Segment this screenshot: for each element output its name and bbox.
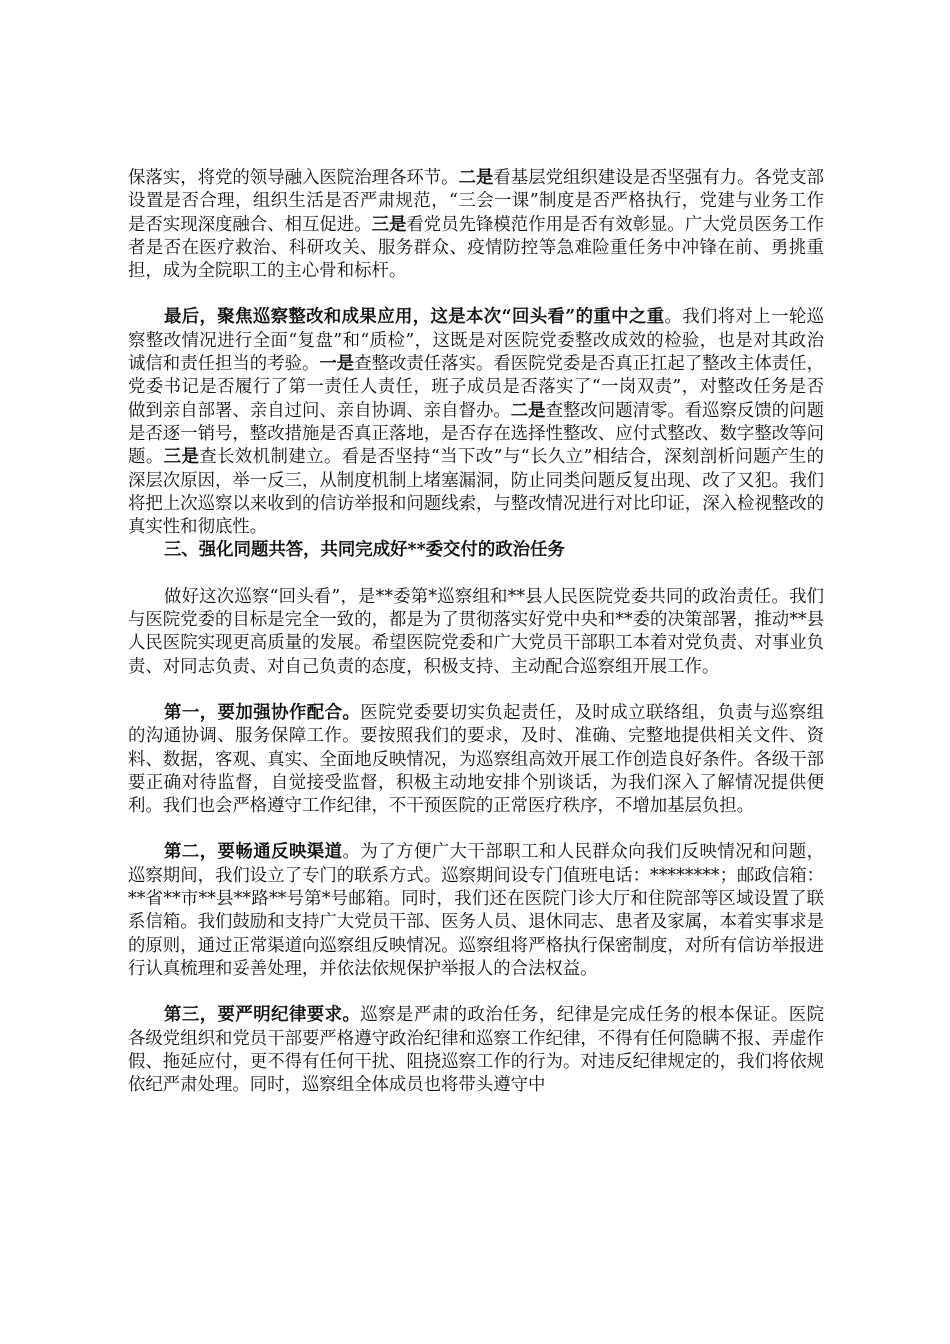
bold-run: 第一，要加强协作配合。 (164, 702, 361, 723)
bold-run: 最后，聚焦巡察整改和成果应用，这是本次“回头看”的重中之重 (164, 307, 665, 328)
section-heading-3: 三、强化同题共答，共同完成好**委交付的政治任务 (164, 540, 565, 561)
text-run: 查整改问题清零。看巡察反馈的问题是否逐一销号，整改措施是否真正落地，是否存在选择性整改、应付式整改、数字整改等问题。 (128, 400, 824, 468)
bold-run: 第二，要畅通反映渠道 (164, 842, 343, 863)
text-run: 看党员先锋模范作用是否有效彰显。广大党员医务工作者是否在医疗救治、科研攻关、服务群众、疫情防控等急难险重任务中冲锋在前、勇挑重担，成为全院职工的主心骨和标杆。 (128, 214, 824, 282)
document-body (128, 167, 824, 1097)
bold-run: 二是 (458, 168, 494, 188)
bold-run: 第三，要严明纪律要求。 (164, 1005, 361, 1026)
paragraph-joint-task (128, 586, 824, 679)
text-run: 看基层党组织建设是否坚强有力。各党支部设置是否合理，组织生活是否严肃规范，“三会一课”制度是否严格执行，党建与业务工作是否实现深度融合、相互促进。 (128, 168, 824, 235)
text-run: 保落实，将党的领导融入医院治理各环节。 (128, 168, 459, 188)
bold-run: 三是 (371, 214, 407, 235)
paragraph-reporting-channels (128, 841, 824, 981)
text-run: 做好这次巡察“回头看”，是**委第*巡察组和**县人民医院党委共同的政治责任。我们与医院党委的目标是完全一致的，都是为了贯彻落实好党中央和**委的决策部署，推动**县人民医院实现更高质量的发展。希望医院党委和广大党员干部职工本着对党负责、对事业负责、对同志负责、对自己负责的态度，积极支持、主动配合巡察组开展工作。 (128, 586, 824, 677)
bold-run: 二是 (510, 400, 546, 421)
bold-run: 三是 (163, 447, 200, 468)
paragraph-cooperation (128, 702, 824, 818)
text-run: 查长效机制建立。看是否坚持“当下改”与“长久立”相结合，深刻剖析问题产生的深层次原因，举一反三，从制度机制上堵塞漏洞，防止同类问题反复出现、改了又犯。我们将把上次巡察以来收到的信访举报和问题线索，与整改情况进行对比印证，深入检视整改的真实性和彻底性。 (128, 447, 824, 538)
paragraph-discipline (128, 1004, 824, 1097)
paragraph-rectification (128, 306, 824, 539)
text-run: 巡察是严肃的政治任务，纪律是完成任务的根本保证。医院各级党组织和党员干部要严格遵守政治纪律和巡察工作纪律，不得有任何隐瞒不报、弄虚作假、拖延应付，更不得有任何干扰、阻挠巡察工作的行为。对违反纪律规定的，我们将依规依纪严肃处理。同时，巡察组全体成员也将带头遵守中 (128, 1005, 824, 1096)
text-run: 。为了方便广大干部职工和人民群众向我们反映情况和问题，巡察期间，我们设立了专门的联系方式。巡察期间设专门值班电话：********；邮政信箱：**省**市**县**路**号第*号邮箱。同时，我们还在医院门诊大厅和住院部等区域设置了联系信箱。我们鼓励和支持广大党员干部、医务人员、退休同志、患者及家属，本着实事求是的原则，通过正常渠道向巡察组反映情况。巡察组将严格执行保密制度，对所有信访举报进行认真梳理和妥善处理，并依法依规保护举报人的合法权益。 (128, 842, 824, 979)
text-run: 查整改责任落实。看医院党委是否真正扛起了整改主体责任，党委书记是否履行了第一责任人责任，班子成员是否落实了“一岗双责”，对整改任务是否做到亲自部署、亲自过问、亲自协调、亲自督办。 (128, 354, 824, 421)
text-run: 。我们将对上一轮巡察整改情况进行全面“复盘”和“质检”，这既是对医院党委整改成效的检验，也是对其政治诚信和责任担当的考验。 (128, 307, 824, 375)
paragraph-party-building (128, 167, 824, 283)
bold-run: 一是 (319, 354, 355, 375)
text-run: 医院党委要切实负起责任，及时成立联络组，负责与巡察组的沟通协调、服务保障工作。要按照我们的要求，及时、准确、完整地提供相关文件、资料、数据，客观、真实、全面地反映情况，为巡察组高效开展工作创造良好条件。各级干部要正确对待监督，自觉接受监督，积极主动地安排个别谈话，为我们深入了解情况提供便利。我们也会严格遵守工作纪律，不干预医院的正常医疗秩序，不增加基层负担。 (128, 702, 824, 817)
